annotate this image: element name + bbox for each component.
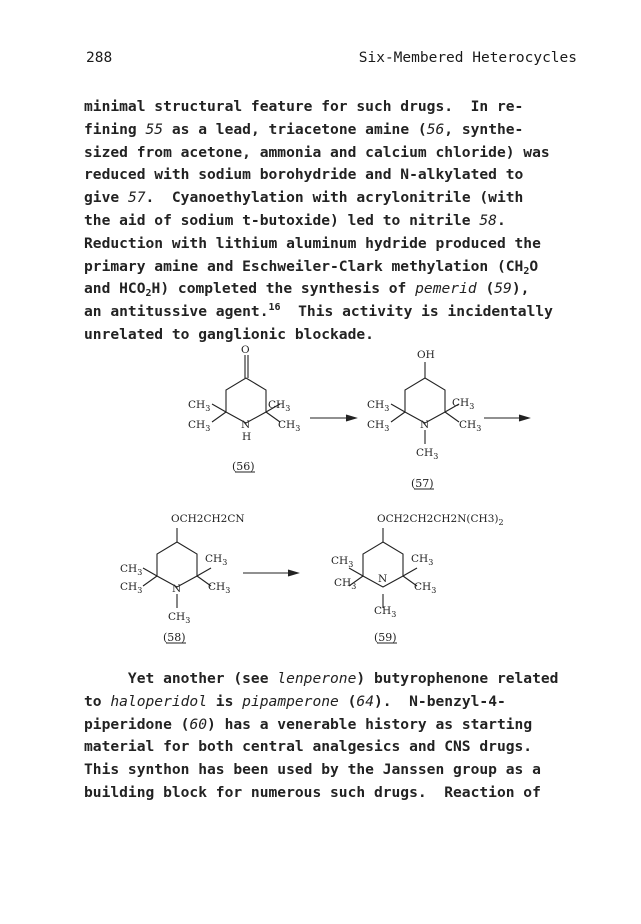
- ch-text: CH: [278, 419, 296, 431]
- p1-text: an antitussive agent.: [84, 303, 269, 321]
- methyl-label: [205, 553, 227, 567]
- subscript: 3: [225, 586, 231, 595]
- p1-text: give: [84, 189, 128, 207]
- compound-number-57: (57): [411, 477, 434, 490]
- p2-line-4: material for both central analgesics and CNS drugs.: [84, 738, 533, 756]
- subscript: 3: [285, 404, 291, 413]
- methyl-label: [459, 419, 481, 433]
- ch-text: CH: [188, 419, 206, 431]
- subscript: 3: [469, 402, 475, 411]
- structure-58: [120, 513, 245, 644]
- subscript: 2: [498, 518, 504, 527]
- subscript: 3: [137, 568, 143, 577]
- methyl-label: [331, 555, 353, 569]
- ch-text: CH: [411, 553, 429, 565]
- p2-text: ) has a venerable history as starting: [207, 715, 533, 733]
- methyl-label: [188, 399, 210, 413]
- p2-text: is: [207, 692, 243, 710]
- methyl-label: [367, 419, 389, 433]
- p1-text: the aid of sodium t-butoxide) led to nitrile: [84, 211, 480, 229]
- carbonyl-oxygen: O: [241, 344, 250, 356]
- aminopropoxy-group: [377, 513, 504, 527]
- methyl-label: [188, 419, 210, 433]
- p2-text: to: [84, 692, 111, 710]
- subscript: 3: [431, 586, 437, 595]
- ch-text: CH: [414, 581, 432, 593]
- methyl-label: [414, 581, 436, 595]
- drug-name: haloperidol: [110, 692, 208, 710]
- p1-line-11: unrelated to ganglionic blockade.: [84, 325, 374, 343]
- p1-text: , synthe-: [444, 120, 524, 138]
- subscript: 3: [476, 424, 482, 433]
- methyl-label: [411, 553, 433, 567]
- subscript: 3: [137, 586, 143, 595]
- p2-text: (: [338, 692, 357, 710]
- arrowhead: [346, 415, 356, 421]
- p1-line-1: minimal structural feature for such drugs. In re-: [84, 98, 524, 115]
- drug-name: pipamperone: [242, 692, 339, 710]
- n-methyl: [374, 605, 396, 619]
- cyanoethoxy-group: OCH2CH2CN: [171, 513, 245, 525]
- ch-text: CH: [459, 419, 477, 431]
- p1-line-4: reduced with sodium borohydride and N-alkylated to: [84, 166, 524, 184]
- structure-56: [188, 344, 300, 473]
- subscript: 3: [351, 582, 357, 591]
- subscript: 3: [205, 404, 211, 413]
- p1-text: .: [496, 211, 506, 229]
- subscript: 2: [523, 265, 530, 277]
- p2-text: Yet another (see: [84, 670, 278, 687]
- p1-text: This activity is incidentally: [280, 303, 553, 321]
- ch-text: CH: [334, 577, 352, 589]
- p1-text: (: [476, 280, 495, 298]
- structure-59: [331, 513, 504, 644]
- paragraph-2: [84, 668, 584, 805]
- ch-text: CH: [331, 555, 349, 567]
- methyl-label: [208, 581, 230, 595]
- side-chain: OCH2CH2CH2N(CH3): [377, 513, 499, 525]
- ch-text: CH: [168, 611, 186, 623]
- compound-ref: 55: [145, 120, 164, 138]
- p2-line-6: building block for numerous such drugs. Reaction of: [84, 783, 541, 801]
- subscript: 3: [222, 558, 228, 567]
- ch-text: CH: [120, 581, 138, 593]
- p2-text: piperidone (: [84, 715, 190, 733]
- methyl-label: [367, 399, 389, 413]
- methyl-label: [452, 397, 474, 411]
- ring-nitrogen: N: [378, 573, 388, 585]
- methyl-label: [120, 581, 142, 595]
- ring-nitrogen: N: [420, 419, 430, 431]
- compound-ref: 59: [494, 280, 512, 298]
- hydroxyl-group: OH: [417, 349, 435, 361]
- p2-text: ) butyrophenone related: [356, 670, 559, 687]
- ring-nitrogen: N: [241, 419, 251, 431]
- ch-text: CH: [367, 399, 385, 411]
- compound-number-56: (56): [232, 460, 255, 473]
- ch-text: CH: [452, 397, 470, 409]
- compound-ref: 58: [479, 211, 497, 229]
- p1-line-3: sized from acetone, ammonia and calcium chloride) was: [84, 143, 550, 161]
- compound-number-59: (59): [374, 631, 397, 644]
- compound-ref: 60: [189, 715, 208, 733]
- compound-ref: 57: [127, 189, 146, 207]
- ch-text: CH: [416, 447, 434, 459]
- compound-number-58: (58): [163, 631, 186, 644]
- structure-57: [367, 349, 481, 490]
- arrowhead: [519, 415, 529, 421]
- p1-text: H) completed the synthesis of: [151, 280, 416, 298]
- running-title: Six-Membered Heterocycles: [358, 50, 577, 66]
- subscript: 3: [433, 452, 439, 461]
- p1-line-7: Reduction with lithium aluminum hydride produced the: [84, 234, 541, 252]
- ch-text: CH: [268, 399, 286, 411]
- methyl-label: [278, 419, 300, 433]
- compound-ref: 56: [426, 120, 445, 138]
- drug-name: pemerid: [415, 280, 477, 298]
- subscript: 3: [391, 610, 397, 619]
- subscript: 3: [348, 560, 354, 569]
- subscript: 3: [185, 616, 191, 625]
- methyl-label: [334, 577, 356, 591]
- compound-ref: 64: [356, 692, 374, 710]
- nh-hydrogen: H: [242, 431, 252, 443]
- subscript: 2: [145, 288, 152, 300]
- methyl-label: [120, 563, 142, 577]
- subscript: 3: [384, 404, 390, 413]
- ch-text: CH: [208, 581, 226, 593]
- ch-text: CH: [205, 553, 223, 565]
- ch-text: CH: [188, 399, 206, 411]
- subscript: 3: [428, 558, 434, 567]
- subscript: 3: [295, 424, 301, 433]
- methyl-label: [268, 399, 290, 413]
- p2-text: ). N-benzyl-4-: [373, 692, 506, 710]
- reference-superscript: 16: [268, 302, 281, 314]
- ring-nitrogen: N: [172, 583, 182, 595]
- drug-name: lenperone: [277, 670, 357, 687]
- n-methyl: [168, 611, 190, 625]
- p1-text: ),: [511, 280, 530, 298]
- p1-text: . Cyanoethylation with acrylonitrile (with: [145, 189, 524, 207]
- ch-text: CH: [367, 419, 385, 431]
- p1-text: and HCO: [84, 280, 146, 298]
- p1-text: O: [529, 257, 539, 275]
- ch-text: CH: [374, 605, 392, 617]
- n-methyl: [416, 447, 438, 461]
- subscript: 3: [205, 424, 211, 433]
- subscript: 3: [384, 424, 390, 433]
- p1-text: as a lead, triacetone amine (: [163, 120, 427, 138]
- ch-text: CH: [120, 563, 138, 575]
- page-number: 288: [86, 50, 113, 66]
- p1-text: primary amine and Eschweiler-Clark methylation (CH: [84, 257, 524, 275]
- p2-line-5: This synthon has been used by the Janssen group as a: [84, 761, 541, 779]
- arrowhead: [288, 570, 298, 576]
- p1-text: fining: [84, 120, 146, 138]
